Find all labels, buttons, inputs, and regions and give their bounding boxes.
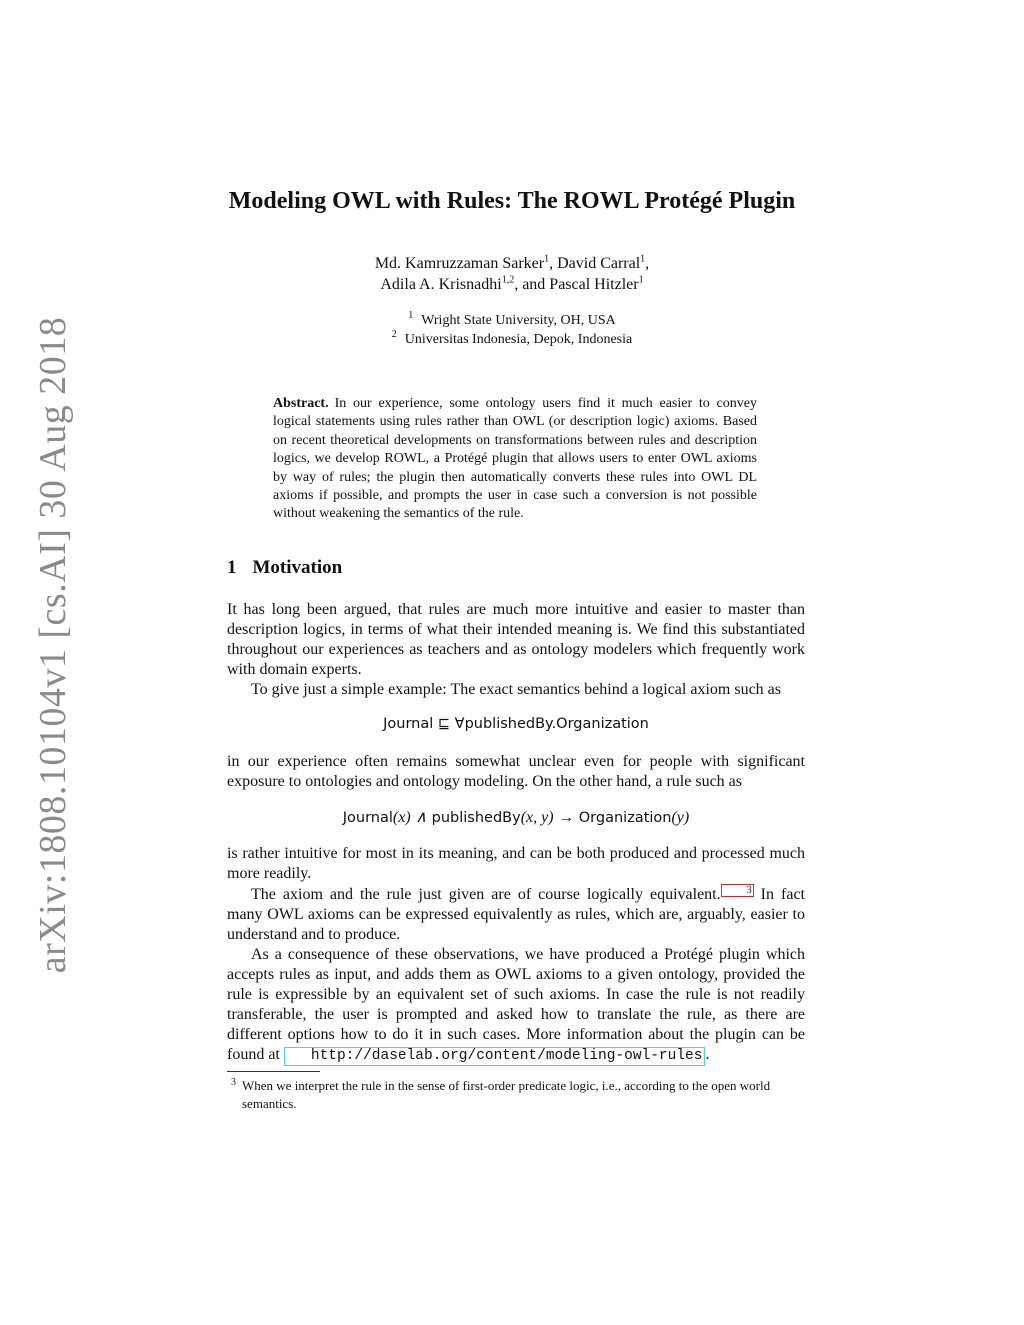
author-list	[0, 253, 1024, 295]
paragraph: It has long been argued, that rules are much more intuitive and easier to master than description logics, in terms of what their intended meaning is. We find this substantiated throughout our experiences as teachers and as ontology modelers which frequently work with domain experts.	[227, 601, 805, 678]
arxiv-identifier-stamp: arXiv:1808.10104v1 [cs.AI] 30 Aug 2018	[32, 316, 74, 974]
body-block-3	[227, 844, 805, 1066]
author-name: Md. Kamruzzaman Sarker	[374, 255, 545, 272]
footnote	[227, 1077, 805, 1113]
affiliation-line	[0, 311, 1024, 330]
footnote-mark: 3	[231, 1077, 236, 1088]
author-name: , David Carral	[549, 255, 641, 272]
formula-operator: ⊑	[437, 716, 451, 732]
affiliation-marker: 1	[638, 274, 644, 286]
abstract-text: In our experience, some ontology users find it much easier to convey logical statements using rules rather than OWL (or description logic) axioms. Based on recent theoretical developments on transformations between rules and description logics, we develop ROWL, a Protégé plugin that allows users to enter OWL axioms by way of rules; the plugin then automatically converts these rules into OWL DL axioms if possible, and prompts the user in case such a conversion is not possible without weakening the semantics of the rule.	[273, 396, 757, 522]
formula-rule	[227, 807, 805, 827]
paragraph-text: In fact many OWL axioms can be expressed equivalently as rules, which are, arguably, easier to understand and to produce.	[227, 886, 806, 943]
affiliation-text: Wright State University, OH, USA	[421, 313, 616, 328]
abstract-label: Abstract.	[273, 396, 329, 411]
affiliation-text: Universitas Indonesia, Depok, Indonesia	[404, 332, 633, 347]
section-title: Motivation	[252, 557, 343, 578]
formula-term: Organization	[578, 810, 672, 826]
author-separator: ,	[645, 255, 650, 272]
formula-operator: →	[558, 809, 575, 826]
paragraph: is rather intuitive for most in its meaning, and can be both produced and processed much more readily.	[227, 845, 805, 882]
formula-term: publishedBy	[431, 810, 521, 826]
footnote-reference-link[interactable]: 3	[721, 884, 754, 897]
formula-term: Journal	[383, 716, 434, 732]
affiliation-marker: 1,2	[501, 274, 515, 286]
paragraph	[227, 945, 805, 1066]
author-name: , and Pascal Hitzler	[514, 276, 639, 293]
abstract	[273, 395, 757, 524]
paragraph-text: .	[705, 1046, 710, 1063]
paragraph: in our experience often remains somewhat unclear even for people with significant exposure to ontologies and ontology modeling. On the other hand, a rule such as	[227, 753, 805, 790]
section-heading	[227, 557, 342, 579]
formula-args: (x)	[392, 809, 411, 826]
affiliation-list	[0, 311, 1024, 349]
body-block-1	[227, 600, 805, 700]
body-block-2	[227, 752, 805, 792]
section-number: 1	[227, 557, 237, 578]
paper-title: Modeling OWL with Rules: The ROWL Protégé Plugin	[228, 188, 796, 214]
formula-args: (y)	[671, 809, 690, 826]
affiliation-number: 1	[408, 310, 414, 322]
footnote-text: When we interpret the rule in the sense of first-order predicate logic, i.e., according to the open world semantics.	[242, 1078, 771, 1111]
footnote-divider	[227, 1071, 320, 1072]
author-name: Adila A. Krisnadhi	[380, 276, 502, 293]
paragraph	[227, 884, 805, 945]
formula-term: publishedBy.Organization	[464, 716, 649, 732]
paragraph: To give just a simple example: The exact semantics behind a logical axiom such as	[251, 681, 781, 698]
formula-term: Journal	[342, 810, 393, 826]
paragraph-text: As a consequence of these observations, we have produced a Protégé plugin which accepts rules as input, and adds them as OWL axioms to a given ontology, provided the rule is expressible by an equivalent set of such axioms. In case the rule is not readily transferable, the user is prompted and asked how to translate the rule, as there are different options how to do it in such cases. More information about the plugin can be found at	[227, 946, 805, 1063]
affiliation-number: 2	[391, 329, 397, 341]
formula-operator: ∧	[415, 809, 428, 826]
affiliation-marker: 1	[544, 253, 550, 265]
formula-args: (x, y)	[520, 809, 554, 826]
affiliation-line	[0, 330, 1024, 349]
plugin-url-link[interactable]: http://daselab.org/content/modeling-owl-rules	[284, 1047, 706, 1066]
paragraph-text: The axiom and the rule just given are of course logically equivalent.	[251, 886, 721, 903]
formula-axiom	[227, 716, 805, 732]
affiliation-marker: 1	[640, 253, 646, 265]
formula-operator: ∀	[454, 716, 465, 732]
